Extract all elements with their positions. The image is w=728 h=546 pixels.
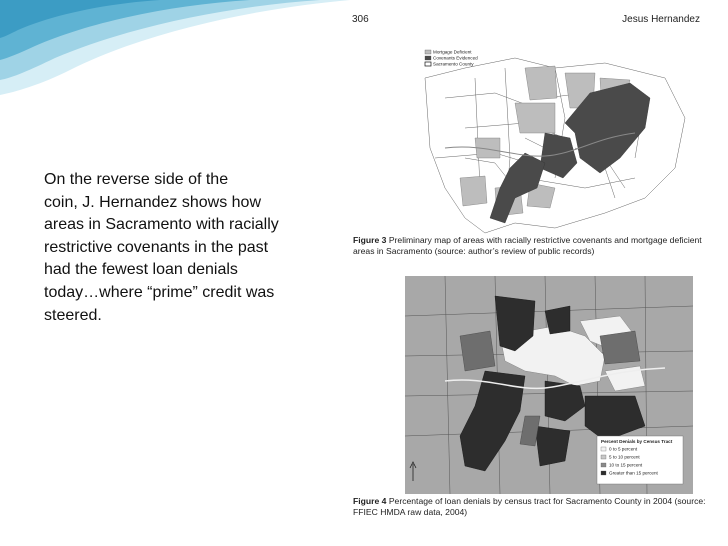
running-head-author: Jesus Hernandez xyxy=(622,14,700,25)
fig3-legend-covenants: Covenants Evidenced xyxy=(433,55,478,61)
body-line: On the reverse side of the xyxy=(44,171,229,188)
figure4-loan-denials-map xyxy=(405,276,693,494)
body-line: steered. xyxy=(44,306,102,324)
figure4-label: Figure 4 xyxy=(353,496,387,506)
scanned-journal-page xyxy=(345,8,717,528)
body-line: had the fewest loan denials xyxy=(44,261,238,279)
body-line: areas in Sacramento with racially xyxy=(44,216,279,234)
figure3-covenant-map xyxy=(405,38,695,238)
figure3-caption-text: Preliminary map of areas with racially restrictive covenants and mortgage deficient areas in Sacramento (source: author’s review of public records) xyxy=(353,235,702,256)
fig4-legend-item: 0 to 5 percent xyxy=(609,446,638,452)
page-number: 306 xyxy=(352,14,369,25)
body-line: restrictive covenants in the past xyxy=(44,238,269,256)
figure3-caption xyxy=(353,235,713,256)
fig4-legend-title: Percent Denials by Census Tract xyxy=(601,439,673,444)
body-line: coin, J. Hernandez shows how xyxy=(44,193,261,211)
fig4-legend-item: 10 to 15 percent xyxy=(609,462,643,468)
fig4-legend-item: Greater than 15 percent xyxy=(609,470,658,476)
figure3-label: Figure 3 xyxy=(353,235,387,245)
figure4-caption-text: Percentage of loan denials by census tract for Sacramento County in 2004 (source: FFIEC HMDA raw data, 2004) xyxy=(353,496,706,517)
slide-body-text xyxy=(44,169,334,327)
fig4-legend-item: 5 to 10 percent xyxy=(609,454,640,460)
corner-swoosh-decoration xyxy=(0,0,350,95)
figure4-caption xyxy=(353,496,713,517)
fig3-legend-county: Sacramento County xyxy=(433,61,474,67)
body-line: today…where “prime” credit was xyxy=(44,283,275,301)
fig3-legend-mortgage-deficient: Mortgage Deficient xyxy=(433,49,472,55)
